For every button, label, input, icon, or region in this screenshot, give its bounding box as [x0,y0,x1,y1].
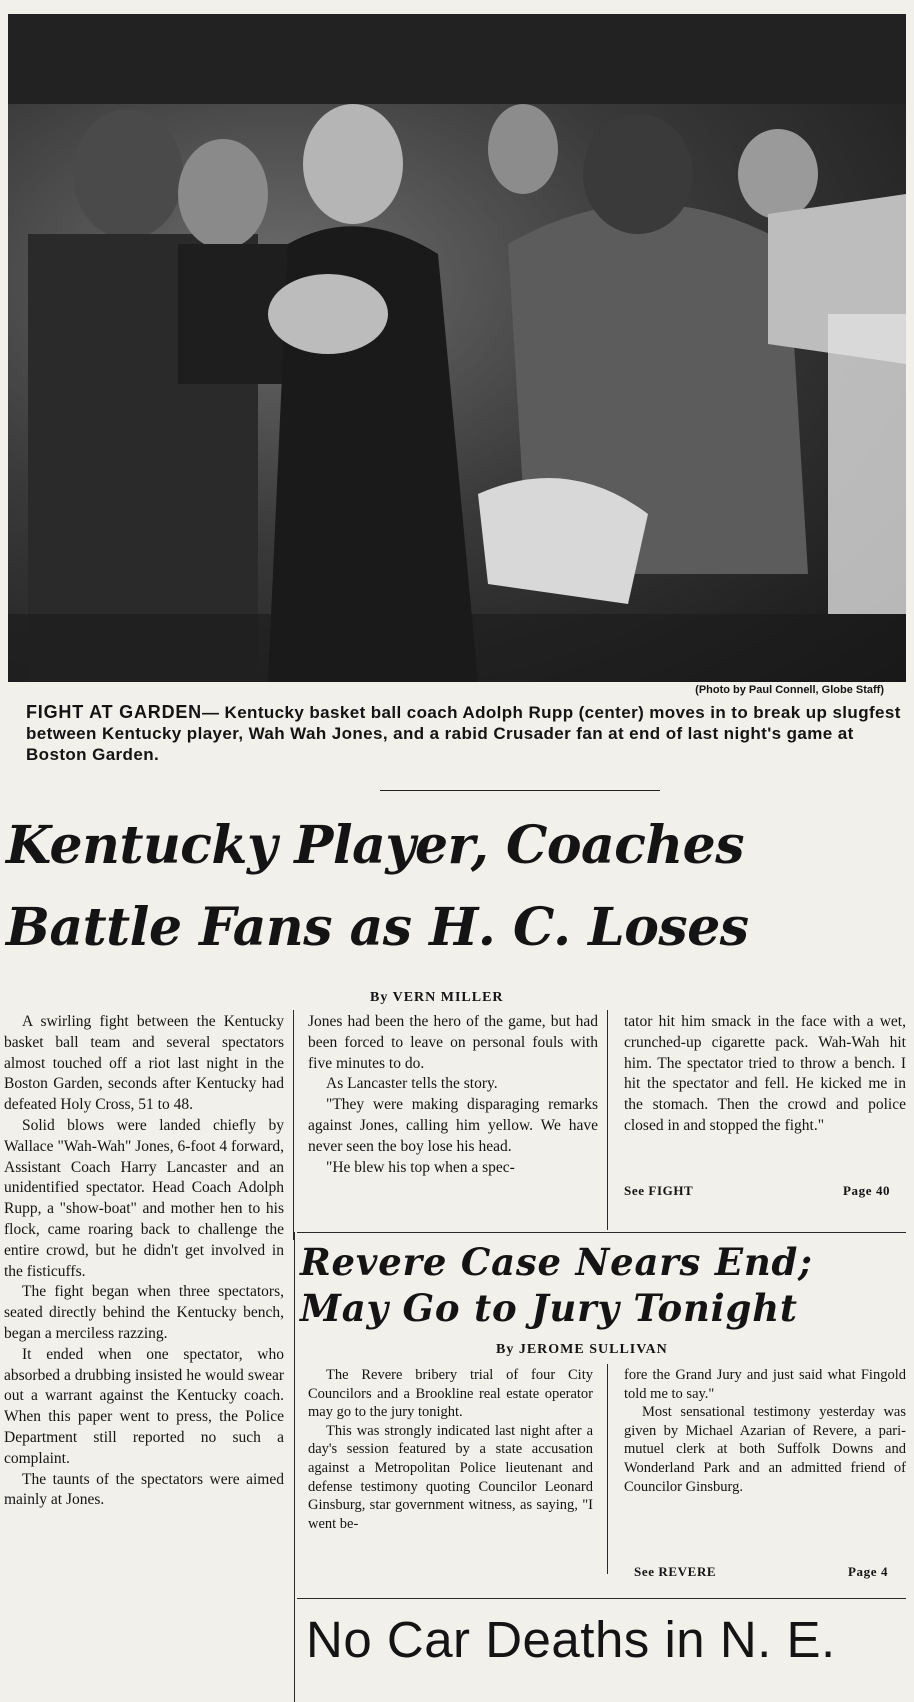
story-divider [297,1232,906,1233]
second-headline-line-2: May Go to Jury Tonight [300,1286,798,1330]
photo-credit: (Photo by Paul Connell, Globe Staff) [695,684,884,696]
paragraph: The Revere bribery trial of four City Councilors and a Brookline real estate operator may go to the jury tonight. [308,1367,593,1421]
news-photo [8,14,906,682]
jump-see-fight[interactable]: See FIGHT [624,1183,694,1198]
caption-rule [380,790,660,791]
paragraph: fore the Grand Jury and just said what Fingold told me to say." [624,1367,906,1402]
paragraph: The taunts of the spectators were aimed mainly at Jones. [4,1470,284,1509]
paragraph: As Lancaster tells the story. [326,1075,498,1093]
main-story-column-2 [308,1012,598,1178]
fight-photo-illustration [8,14,906,682]
caption-lead: FIGHT AT GARDEN [26,702,202,722]
second-story-column-1 [308,1366,593,1533]
column-divider [293,1010,294,1240]
paragraph: It ended when one spectator, who absorbed a drubbing insisted he would swear out a warrant against the Kentucky coach. When this paper went to press, the Police Department still reported no such a complaint. [4,1345,284,1467]
jump-page-40[interactable]: Page 40 [843,1183,891,1198]
story-divider [297,1598,906,1599]
column-divider [607,1010,608,1230]
headline-line-1: Kentucky Player, Coaches [6,815,745,876]
main-byline: By VERN MILLER [370,990,504,1005]
paragraph: tator hit him smack in the face with a wet, crunched-up cigarette pack. Wah-Wah hit him. The spectator tried to throw a bench. I hit the spectator and fell. He kicked me in the stomach. Then the crowd and police closed in and stopped the fight." [624,1013,906,1134]
photo-caption [26,702,901,765]
paragraph: "He blew his top when a spec- [326,1158,515,1176]
main-story-column-3 [624,1012,906,1137]
third-headline: No Car Deaths in N. E. [306,1611,836,1668]
paragraph: A swirling fight between the Kentucky basket ball team and several spectators almost touched off a riot last night in the Boston Garden, seconds after Kentucky had defeated Holy Cross, 51 to 48. [4,1013,284,1114]
second-byline: By JEROME SULLIVAN [496,1342,668,1357]
column-divider [294,1232,295,1702]
second-story-column-2 [624,1366,906,1496]
column-divider [607,1364,608,1574]
paragraph: Most sensational testimony yesterday was given by Michael Azarian of Revere, a pari-mutuel clerk at both Suffolk Downs and Wonderland Park and an admitted friend of Councilor Ginsburg. [624,1404,906,1495]
headline-line-2: Battle Fans as H. C. Loses [6,897,749,958]
second-headline-line-1: Revere Case Nears End; [300,1240,813,1284]
paragraph: Solid blows were landed chiefly by Wallace "Wah-Wah" Jones, 6-foot 4 forward, Assistant Coach Harry Lancaster and an unidentified spectator. Head Coach Adolph Rupp, a "show-boat" and mother hen to his flock, came roaring back to challenge the entire crowd, but he didn't get involved in the fisticuffs. [4,1116,284,1280]
paragraph: This was strongly indicated last night after a day's session featured by a state accusation against a Metropolitan Police lieutenant and defense testimony quoting Councilor Leonard Ginsburg, star government witness, as saying, "I went be- [308,1422,593,1532]
jump-page-4[interactable]: Page 4 [848,1564,889,1579]
paragraph: The fight began when three spectators, seated directly behind the Kentucky bench, began a merciless razzing. [4,1283,284,1342]
jump-see-revere[interactable]: See REVERE [634,1564,717,1579]
main-story-column-1 [4,1012,284,1511]
paragraph: "They were making disparaging remarks against Jones, calling him yellow. We have never seen the boy lose his head. [308,1096,598,1155]
paragraph: Jones had been the hero of the game, but had been forced to leave on personal fouls with five minutes to do. [308,1013,598,1072]
caption-body: — Kentucky basket ball coach Adolph Rupp (center) moves in to break up slugfest between Kentucky player, Wah Wah Jones, and a rabid Crusader fan at end of last night's game at Boston Garden. [26,703,901,764]
